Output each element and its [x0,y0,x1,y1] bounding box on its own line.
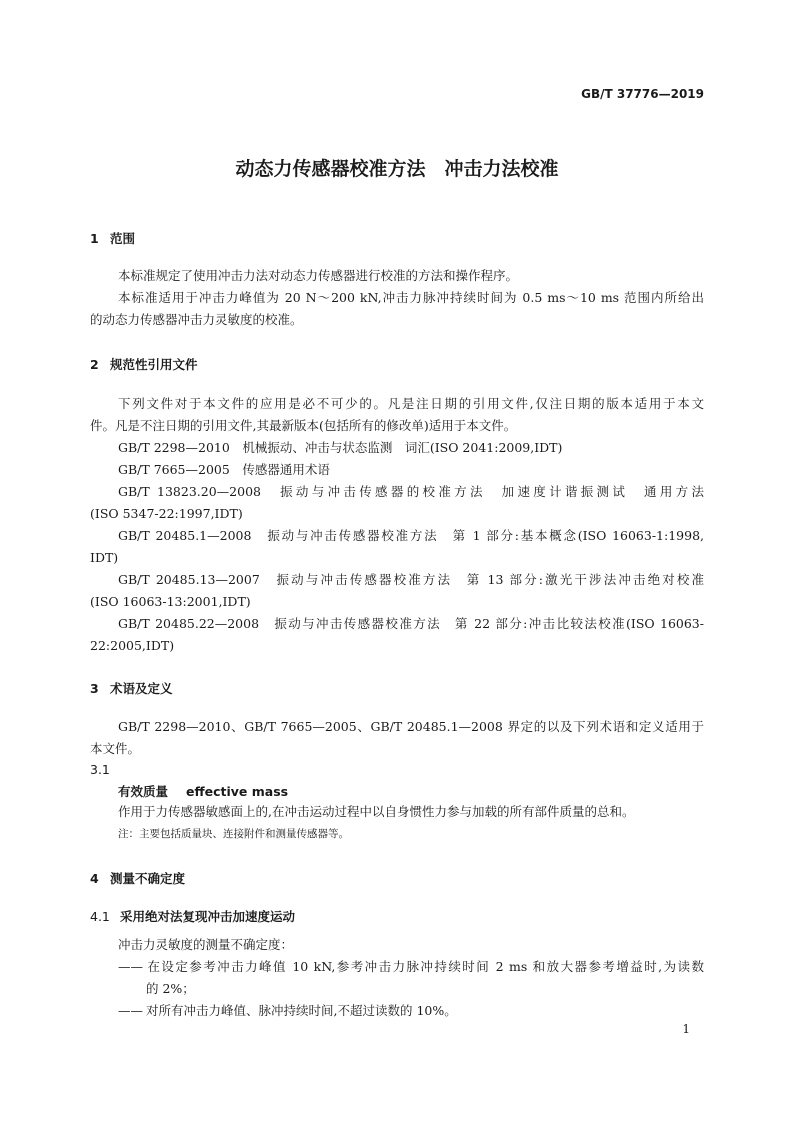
paragraph: 件。凡是不注日期的引用文件,其最新版本(包括所有的修改单)适用于本文件。 [90,418,517,433]
section-3-heading [90,679,173,697]
list-item-cont: 的 2%； [146,981,195,996]
term-definition: 作用于力传感器敏感面上的,在冲击运动过程中以自身惯性力参与加载的所有部件质量的总和。 [118,804,635,819]
reference-item: GB/T 20485.13—2007 振动与冲击传感器校准方法 第 13 部分:激光干涉法冲击绝对校准 [118,572,704,587]
section-title: 范围 [110,231,136,246]
paragraph: 冲击力灵敏度的测量不确定度： [118,937,294,952]
list-item [118,956,704,978]
section-title: 规范性引用文件 [110,357,198,372]
section-number: 1 [90,231,99,246]
paragraph: 本标准适用于冲击力峰值为 20 N～200 kN,冲击力脉冲持续时间为 0.5 ms～10 ms 范围内所给出 [118,290,704,305]
subsection-number: 4.1 [90,909,110,924]
section-number: 4 [90,871,99,886]
reference-item: GB/T 2298—2010 机械振动、冲击与状态监测 词汇(ISO 2041:2009,IDT) [118,440,563,455]
note: 注：主要包括质量块、连接附件和测量传感器等。 [118,828,349,840]
paragraph: 下列文件对于本文件的应用是必不可少的。凡是注日期的引用文件,仅注日期的版本适用于本文 [118,396,704,411]
section-1-heading [90,229,135,247]
list-item [118,1000,704,1022]
subsection-title: 采用绝对法复现冲击加速度运动 [120,909,296,924]
section-title: 术语及定义 [110,681,173,696]
reference-item-cont: 22:2005,IDT) [90,638,175,653]
paragraph: 本标准规定了使用冲击力法对动态力传感器进行校准的方法和操作程序。 [118,268,519,283]
paragraph: GB/T 2298—2010、GB/T 7665—2005、GB/T 20485.1—2008 界定的以及下列术语和定义适用于 [118,719,704,734]
reference-item-cont: (ISO 16063-13:2001,IDT) [90,594,251,609]
paragraph: 本文件。 [90,741,141,756]
list-item-text: 对所有冲击力峰值、脉冲持续时间,不超过读数的 10%。 [146,1003,457,1018]
document-title: 动态力传感器校准方法 冲击力法校准 [235,158,559,180]
standard-code: GB/T 37776—2019 [581,87,704,101]
reference-item: GB/T 13823.20—2008 振动与冲击传感器的校准方法 加速度计谐振测试 通用方法 [118,484,704,499]
reference-item: GB/T 20485.22—2008 振动与冲击传感器校准方法 第 22 部分:冲击比较法校准(ISO 16063- [118,616,704,631]
paragraph: 的动态力传感器冲击力灵敏度的校准。 [90,312,303,327]
section-number: 2 [90,357,99,372]
term-english: effective mass [186,784,289,799]
section-4-heading [90,869,185,887]
reference-item: GB/T 20485.1—2008 振动与冲击传感器校准方法 第 1 部分:基本概念(ISO 16063-1:1998, [118,528,704,543]
reference-item: GB/T 7665—2005 传感器通用术语 [118,462,330,477]
term-chinese: 有效质量 [118,784,169,799]
section-number: 3 [90,681,99,696]
subsection-4-1-heading [90,907,295,925]
term-number: 3.1 [90,762,110,777]
reference-item-cont: IDT) [90,550,119,565]
reference-item-cont: (ISO 5347-22:1997,IDT) [90,506,243,521]
section-2-heading [90,355,198,373]
term-entry [118,782,288,800]
list-item-text: 在设定参考冲击力峰值 10 kN,参考冲击力脉冲持续时间 2 ms 和放大器参考增益时,为读数 [146,959,704,974]
dash-marker: —— [118,959,143,974]
dash-marker: —— [118,1003,143,1018]
section-title: 测量不确定度 [110,871,186,886]
page-number: 1 [682,1022,690,1036]
